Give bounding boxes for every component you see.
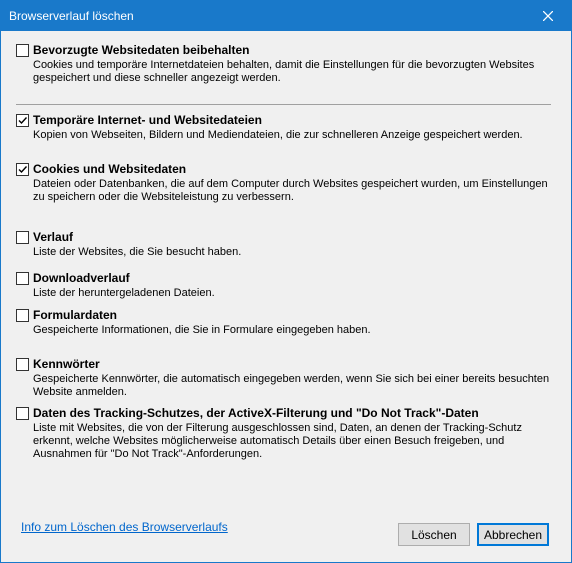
option-description: Dateien oder Datenbanken, die auf dem Computer durch Websites gespeichert wurden, um Einstellungen zu speichern oder die Websiteleistung zu verbessern. bbox=[33, 178, 548, 203]
checkbox[interactable] bbox=[16, 272, 29, 285]
option-title: Daten des Tracking-Schutzes, der ActiveX-Filterung und "Do Not Track"-Daten bbox=[33, 406, 479, 420]
option-description: Liste der heruntergeladenen Dateien. bbox=[33, 287, 215, 299]
window-title: Browserverlauf löschen bbox=[9, 9, 134, 23]
delete-button[interactable]: Löschen bbox=[398, 523, 470, 546]
cancel-button[interactable]: Abbrechen bbox=[477, 523, 549, 546]
option-description: Liste der Websites, die Sie besucht haben. bbox=[33, 246, 242, 258]
option-title: Formulardaten bbox=[33, 308, 118, 322]
title-bar[interactable] bbox=[1, 1, 571, 31]
checkbox[interactable] bbox=[16, 407, 29, 420]
checkbox[interactable] bbox=[16, 114, 29, 127]
checkbox[interactable] bbox=[16, 358, 29, 371]
separator bbox=[16, 104, 551, 105]
checkbox[interactable] bbox=[16, 44, 29, 57]
close-button[interactable] bbox=[525, 1, 571, 31]
option-title: Verlauf bbox=[33, 230, 74, 244]
checkbox[interactable] bbox=[16, 309, 29, 322]
option-description: Kopien von Webseiten, Bildern und Mediendateien, die zur schnelleren Anzeige gespeichert werden. bbox=[33, 129, 523, 141]
info-link[interactable]: Info zum Löschen des Browserverlaufs bbox=[21, 520, 228, 534]
option-title: Cookies und Websitedaten bbox=[33, 162, 187, 176]
option-description: Liste mit Websites, die von der Filterung ausgeschlossen sind, Daten, an denen der Tracking-Schutz erkennt, welche Websites möglicherweise automatisch Details über einen Besuch freigeben, und Ausnahmen für "Do Not Track"-Anforderungen. bbox=[33, 422, 522, 460]
checkbox[interactable] bbox=[16, 231, 29, 244]
checkmark-icon bbox=[17, 115, 28, 126]
checkmark-icon bbox=[17, 164, 28, 175]
option-title: Temporäre Internet- und Websitedateien bbox=[33, 113, 262, 127]
checkbox[interactable] bbox=[16, 163, 29, 176]
option-title: Downloadverlauf bbox=[33, 271, 130, 285]
option-description: Gespeicherte Informationen, die Sie in Formulare eingegeben haben. bbox=[33, 324, 371, 336]
dialog-content bbox=[1, 31, 571, 562]
option-title: Bevorzugte Websitedaten beibehalten bbox=[33, 43, 250, 57]
option-description: Gespeicherte Kennwörter, die automatisch eingegeben werden, wenn Sie sich bei einer bereits besuchten Website anmelden. bbox=[33, 373, 550, 398]
option-title: Kennwörter bbox=[33, 357, 100, 371]
option-description: Cookies und temporäre Internetdateien behalten, damit die Einstellungen für die bevorzugten Websites gespeichert und diese schneller angezeigt werden. bbox=[33, 59, 535, 84]
close-icon bbox=[543, 11, 553, 21]
